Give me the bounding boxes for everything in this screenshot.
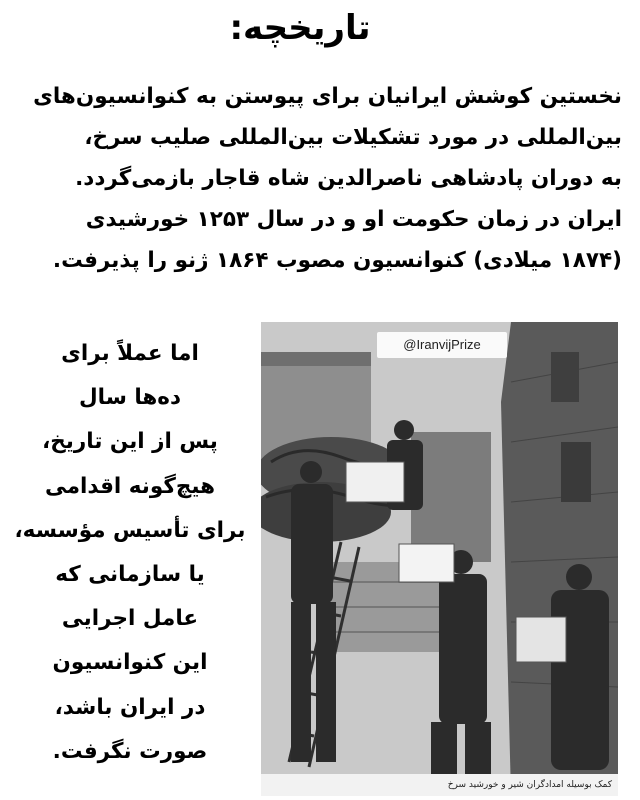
side-line: پس از این تاریخ، [42, 429, 218, 455]
side-line: برای تأسیس مؤسسه، [14, 517, 246, 543]
historical-photo [261, 322, 618, 796]
intro-line: (۱۸۷۴ میلادی) کنوانسیون مصوب ۱۸۶۴ ژنو را پذیرفت. [52, 248, 622, 273]
watermark: @IranvijPrize [377, 332, 507, 358]
intro-line: بین‌المللی در مورد تشکیلات بین‌المللی صلیب سرخ، [84, 125, 622, 150]
side-line: هیچ‌گونه اقدامی [44, 473, 216, 499]
photo-illustration [261, 322, 618, 796]
intro-paragraph [18, 76, 622, 281]
intro-line: به دوران پادشاهی ناصرالدین شاه قاجار بازمی‌گردد. [75, 166, 622, 191]
intro-line: ایران در زمان حکومت او و در سال ۱۲۵۳ خورشیدی [85, 207, 622, 232]
side-line: یا سازمانی که [55, 562, 205, 588]
side-line: اما عملاً برای [61, 341, 199, 366]
side-paragraph [8, 332, 252, 774]
page-title: تاریخچه: [229, 8, 371, 48]
side-line: ده‌ها سال [78, 385, 182, 411]
side-line: صورت نگرفت. [52, 738, 208, 764]
side-line: عامل اجرایی [61, 606, 199, 632]
side-line: در ایران باشد، [54, 694, 206, 720]
intro-line: نخستین کوشش ایرانیان برای پیوستن به کنوانسیون‌های [33, 84, 622, 109]
side-line: این کنوانسیون [52, 650, 208, 676]
photo-caption: کمک بوسیله امدادگران شیر و خورشید سرخ [261, 774, 618, 796]
